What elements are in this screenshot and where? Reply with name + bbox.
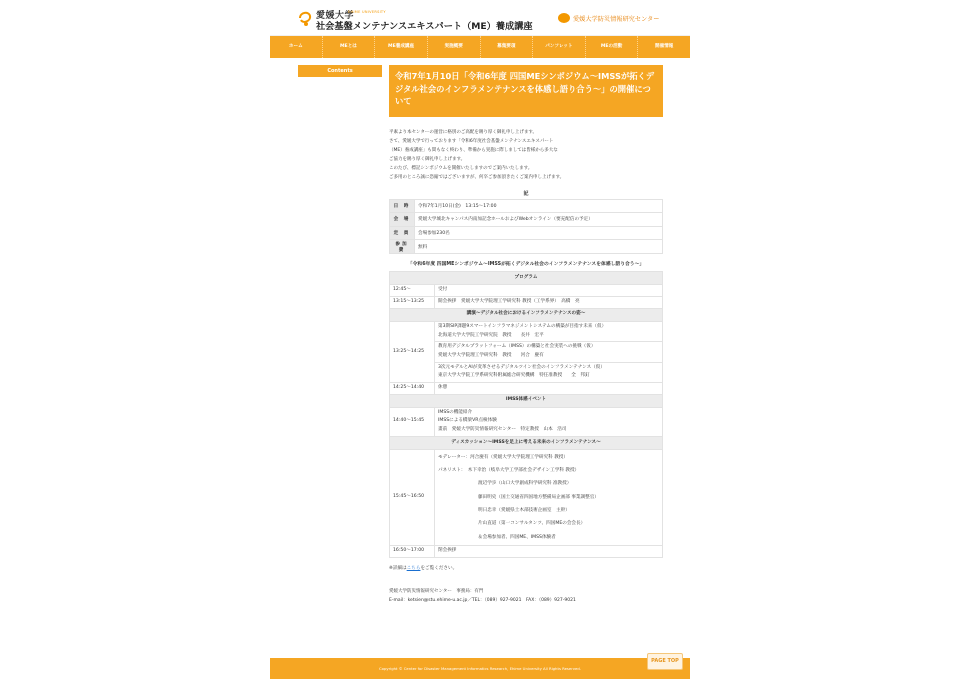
program-item (435, 321, 663, 341)
program-item: 閉会挨拶 (435, 545, 663, 557)
table-row (390, 545, 663, 557)
page-top-button[interactable]: PAGE TOP (647, 653, 683, 670)
table-row (390, 383, 663, 395)
main-content (389, 65, 663, 605)
program-item (435, 407, 663, 436)
event-line: IMSSの機能紹介 (438, 409, 473, 415)
table-row (390, 407, 663, 436)
program-time: 13:15～13:25 (390, 297, 435, 309)
event-line: IMSSによる橋梁VR点検体験 (438, 418, 497, 424)
info-value: 会場参加230名 (415, 226, 663, 240)
table-row (390, 436, 663, 449)
contact-info (389, 587, 663, 605)
panelist: 片山直道（第一コンサルタンツ、四国MEの会会長） (478, 521, 586, 527)
talk-speaker: 東京大学大学院工学系研究科附属総合研究機構 特任准教授 全 邦釘 (438, 373, 590, 379)
program-item (435, 362, 663, 382)
detail-note (389, 565, 663, 571)
table-row (390, 321, 663, 341)
detail-link[interactable]: こちら (406, 565, 421, 571)
university-name: 愛媛大学 (316, 11, 355, 21)
sidebar-contents-button[interactable]: Contents (298, 65, 382, 77)
nav-home[interactable]: ホーム (270, 36, 323, 58)
program-item: 受付 (435, 285, 663, 297)
panelist: ＆会場参加者、四国ME、IMSS体験者 (478, 534, 556, 540)
program-item: 休憩 (435, 383, 663, 395)
intro-text (389, 128, 663, 183)
nav-about-me[interactable]: MEとは (323, 36, 376, 58)
panelist: 渡辺学歩（山口大学創成科学研究科 准教授） (478, 481, 572, 487)
info-value: 無料 (415, 240, 663, 254)
program-time: 16:50～17:00 (390, 545, 435, 557)
intro-line: ご協力を賜り厚く御礼申し上げます。 (389, 157, 466, 163)
intro-line: 平素より本センターの運営に格別のご高配を賜り厚く御礼申し上げます。 (389, 130, 537, 135)
panelist: パネリスト： 木下幸治（岐阜大学工学部社会デザイン工学科 教授） (438, 468, 580, 474)
note-suffix: をご覧ください。 (420, 565, 458, 571)
program-table (389, 271, 663, 557)
program-section: ディスカッション～IMSSを足上に考える未来のインフラメンテナンス～ (390, 436, 663, 449)
contact-details: E-mail：ketsien@stu.ehime-u.ac.jp／TEL：（089）927-9021 FAX：（089）927-9021 (389, 597, 576, 603)
table-row (390, 285, 663, 297)
table-row (390, 308, 663, 321)
talk-speaker: 北海道大学大学院工学研究院 教授 長井 宏平 (438, 332, 544, 338)
table-row (390, 394, 663, 407)
info-value: 愛媛大学城北キャンパス内南加記念ホールおよびWebオンライン（要充配信の予定） (415, 213, 663, 227)
program-time: 14:40～15:45 (390, 407, 435, 436)
nav-pamphlet[interactable]: パンフレット (533, 36, 586, 58)
page (270, 0, 690, 679)
university-logo-icon[interactable] (298, 9, 312, 27)
nav-events[interactable]: 開催情報 (654, 44, 674, 49)
program-time: 14:25～14:40 (390, 383, 435, 395)
table-row (390, 449, 663, 545)
info-key: 定 員 (390, 226, 415, 240)
moderator: モデレーター：河合慶有（愛媛大学大学院理工学研究科 教授） (438, 454, 568, 460)
ki-heading: 記 (523, 190, 529, 197)
program-time: 12:45～ (390, 285, 435, 297)
nav-activities[interactable]: MEの活動 (586, 36, 639, 58)
info-value: 令和7年1月10日(金) 13:15～17:00 (415, 199, 663, 213)
page-title: 令和7年1月10日「令和6年度 四国MEシンポジウム～IMSSが拓くデジタル社会のインフラメンテナンスを体感し語り合う～」の開催について (389, 65, 663, 117)
table-row (390, 226, 663, 240)
intro-line: （ME）養成講座」も間もなく終わり、準備から実施に際しましては皆様から多大な (389, 148, 558, 154)
table-row (390, 297, 663, 309)
site-header (270, 0, 690, 36)
program-time: 13:25～14:25 (390, 321, 435, 382)
nav-course[interactable]: ME養成講座 (375, 36, 428, 58)
copyright: Copyright © Center for Disaster Management Informatics Research, Ehime University All Rights Reserved. (378, 666, 582, 671)
table-row (390, 272, 663, 285)
talk-title: 3次元モデルとAIが変革させるデジタルツイン社会のインフラメンテナンス（仮） (438, 364, 605, 370)
program-section: IMSS体感イベント (390, 394, 663, 407)
site-footer (270, 658, 690, 679)
center-name[interactable]: 愛媛大学防災情報研究センター (573, 16, 660, 23)
table-row (390, 213, 663, 227)
table-row (390, 240, 663, 254)
program-item: 開会挨拶 愛媛大学大学院理工学研究科 教授（工学系界） 高橋 亮 (435, 297, 663, 309)
nav-recruitment[interactable]: 募集要項 (481, 36, 534, 58)
intro-line: さて、愛媛大学で行っております「令和6年度社会基盤メンテナンスエキスパート (389, 139, 554, 145)
program-header: プログラム (390, 272, 663, 285)
event-info-table (389, 199, 663, 254)
panelist: 明日忠幸（愛媛県土木部技術企画室 主幹） (478, 508, 570, 514)
talk-title: 第3期SIP課題9スマートインフラマネジメントシステムの構築が目指す未来（仮） (438, 323, 607, 329)
info-key: 日 時 (390, 199, 415, 213)
program-item (435, 449, 663, 545)
panelist: 藤田明史（国土交通省四国地方整備局企画部 事業調整官） (478, 494, 599, 500)
university-name-en: EHIME UNIVERSITY (348, 10, 386, 14)
note-prefix: ※詳細は (389, 565, 407, 571)
talk-title: 教育用デジタルプラットフォーム（IMSS）の構築と社会実装への挑戦（仮） (438, 344, 596, 350)
intro-line: このたび、標記シンポジウムを開催いたしますのでご案内いたします。 (389, 166, 533, 172)
talk-speaker: 愛媛大学大学院理工学研究科 教授 河合 慶有 (438, 352, 544, 358)
info-key: 参加費 (390, 240, 415, 254)
center-logo-icon (558, 13, 570, 23)
course-title[interactable]: 社会基盤メンテナンスエキスパート（ME）養成講座 (316, 21, 533, 32)
program-time: 15:45～16:50 (390, 449, 435, 545)
symposium-title: 「令和6年度 四国MEシンポジウム～IMSSが拓くデジタル社会のインフラメンテナンスを体感し語り合う～」 (407, 261, 645, 267)
table-row (390, 199, 663, 213)
nav-overview[interactable]: 実施概要 (428, 36, 481, 58)
main-nav (270, 36, 690, 58)
info-key: 会 場 (390, 213, 415, 227)
program-section: 講演～デジタル社会におけるインフラメンテナンスの姿～ (390, 308, 663, 321)
program-item (435, 342, 663, 362)
contact-office: 愛媛大学防災情報研究センター 事務局：有門 (389, 588, 484, 594)
event-line: 畫前 愛媛大学防災情報研究センター 特定教授 山本 浩司 (438, 427, 567, 433)
intro-line: ご多用のところ誠に恐縮ではございますが、何卒ご参加頂きたくご案内申し上げます。 (389, 175, 565, 181)
